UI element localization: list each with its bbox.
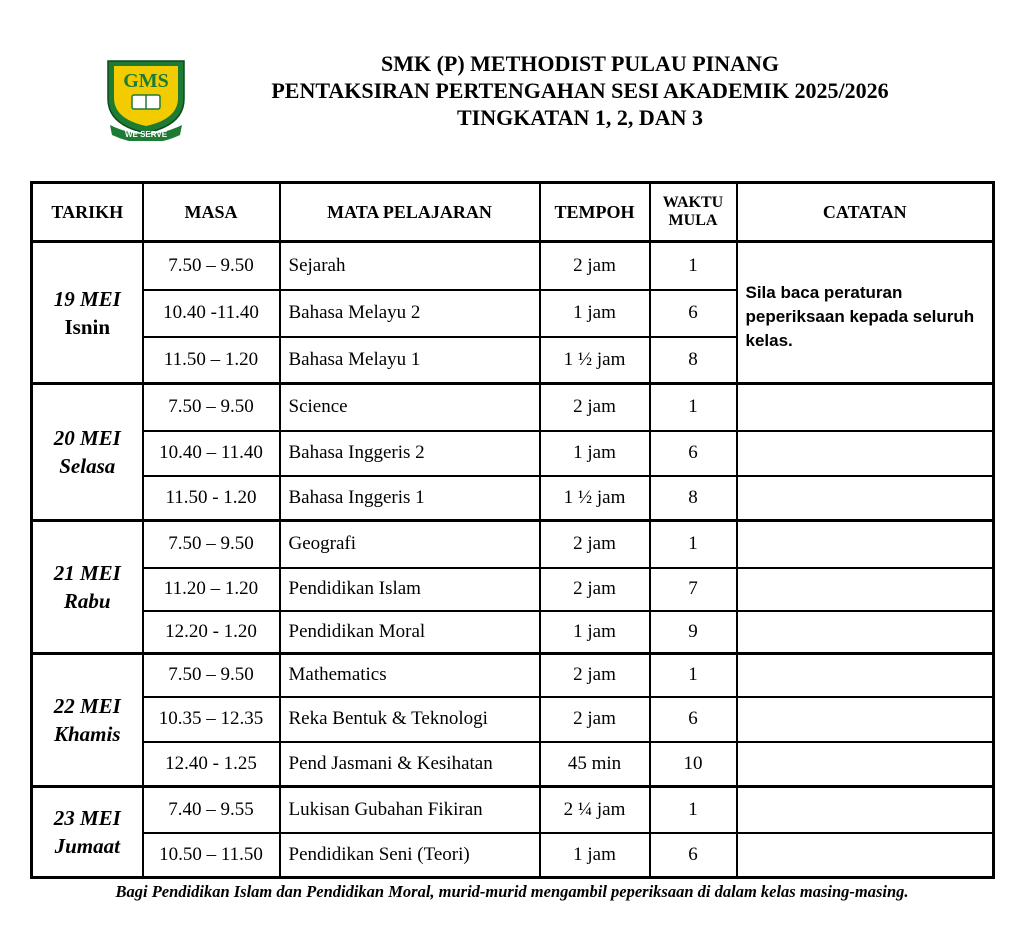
table-row [32, 611, 994, 654]
subject-cell: Bahasa Melayu 2 [280, 290, 540, 337]
time-cell: 10.40 -11.40 [143, 290, 280, 337]
table-header-row [32, 183, 994, 242]
start-period-cell: 6 [650, 833, 737, 878]
time-cell: 12.40 - 1.25 [143, 742, 280, 787]
grade-levels: TINGKATAN 1, 2, DAN 3 [456, 105, 704, 130]
subject-cell: Mathematics [280, 654, 540, 697]
date-cell [32, 787, 143, 878]
start-period-cell: 8 [650, 476, 737, 521]
header-waktu-mula-line1: WAKTU [662, 194, 724, 211]
time-cell: 7.50 – 9.50 [143, 242, 280, 290]
catatan-cell [737, 476, 994, 521]
header-tarikh: TARIKH [32, 183, 143, 242]
time-cell: 10.35 – 12.35 [143, 697, 280, 742]
exam-timetable [30, 181, 995, 879]
header-tempoh: TEMPOH [540, 183, 650, 242]
subject-cell: Pendidikan Islam [280, 568, 540, 611]
start-period-cell: 10 [650, 742, 737, 787]
header-catatan: CATATAN [737, 183, 994, 242]
footer-note: Bagi Pendidikan Islam dan Pendidikan Moral, murid-murid mengambil peperiksaan di dalam kelas masing-masing. [115, 882, 909, 901]
date-cell [32, 242, 143, 384]
start-period-cell: 7 [650, 568, 737, 611]
start-period-cell: 6 [650, 697, 737, 742]
duration-cell: 1 ½ jam [540, 476, 650, 521]
duration-cell: 1 jam [540, 431, 650, 476]
subject-cell: Bahasa Melayu 1 [280, 337, 540, 384]
time-cell: 11.50 – 1.20 [143, 337, 280, 384]
table-row [32, 476, 994, 521]
subject-cell: Geografi [280, 521, 540, 568]
day-label: Isnin [64, 314, 111, 339]
time-cell: 12.20 - 1.20 [143, 611, 280, 654]
subject-cell: Bahasa Inggeris 1 [280, 476, 540, 521]
school-crest-logo [104, 55, 188, 141]
time-cell: 11.50 - 1.20 [143, 476, 280, 521]
time-cell: 10.40 – 11.40 [143, 431, 280, 476]
exam-title: PENTAKSIRAN PERTENGAHAN SESI AKADEMIK 2025/2026 [271, 78, 889, 103]
start-period-cell: 1 [650, 521, 737, 568]
start-period-cell: 1 [650, 242, 737, 290]
time-cell: 7.50 – 9.50 [143, 384, 280, 431]
duration-cell: 2 jam [540, 568, 650, 611]
table-row [32, 521, 994, 568]
subject-cell: Lukisan Gubahan Fikiran [280, 787, 540, 833]
table-row [32, 787, 994, 833]
header-mata-pelajaran: MATA PELAJARAN [280, 183, 540, 242]
duration-cell: 2 jam [540, 654, 650, 697]
time-cell: 7.50 – 9.50 [143, 521, 280, 568]
day-label: Khamis [53, 722, 121, 746]
start-period-cell: 1 [650, 787, 737, 833]
header-masa: MASA [143, 183, 280, 242]
duration-cell: 1 jam [540, 833, 650, 878]
duration-cell: 2 jam [540, 384, 650, 431]
catatan-cell [737, 742, 994, 787]
catatan-cell [737, 431, 994, 476]
table-row [32, 697, 994, 742]
table-row [32, 384, 994, 431]
duration-cell: 2 jam [540, 242, 650, 290]
table-row [32, 742, 994, 787]
duration-cell: 1 jam [540, 611, 650, 654]
start-period-cell: 6 [650, 431, 737, 476]
start-period-cell: 9 [650, 611, 737, 654]
date-cell [32, 654, 143, 787]
day-label: Rabu [63, 589, 111, 613]
start-period-cell: 1 [650, 384, 737, 431]
time-cell: 7.40 – 9.55 [143, 787, 280, 833]
catatan-cell [737, 833, 994, 878]
school-name: SMK (P) METHODIST PULAU PINANG [380, 51, 780, 76]
header-waktu-mula-line2: MULA [668, 212, 718, 229]
table-row [32, 242, 994, 290]
duration-cell: 1 ½ jam [540, 337, 650, 384]
subject-cell: Pend Jasmani & Kesihatan [280, 742, 540, 787]
duration-cell: 2 jam [540, 697, 650, 742]
date-label: 22 MEI [53, 694, 121, 718]
crest-motto: WE SERVE [124, 130, 168, 139]
table-row [32, 568, 994, 611]
duration-cell: 45 min [540, 742, 650, 787]
duration-cell: 1 jam [540, 290, 650, 337]
start-period-cell: 1 [650, 654, 737, 697]
catatan-cell [737, 611, 994, 654]
duration-cell: 2 jam [540, 521, 650, 568]
start-period-cell: 8 [650, 337, 737, 384]
catatan-cell [737, 521, 994, 568]
date-label: 23 MEI [53, 806, 121, 830]
table-row [32, 654, 994, 697]
catatan-cell [737, 787, 994, 833]
time-cell: 11.20 – 1.20 [143, 568, 280, 611]
time-cell: 10.50 – 11.50 [143, 833, 280, 878]
date-label: 21 MEI [53, 561, 121, 585]
crest-letters: GMS [123, 70, 169, 92]
date-cell [32, 384, 143, 521]
subject-cell: Pendidikan Seni (Teori) [280, 833, 540, 878]
date-label: 20 MEI [53, 426, 121, 450]
document-header [210, 50, 950, 131]
subject-cell: Reka Bentuk & Teknologi [280, 697, 540, 742]
day-label: Jumaat [54, 834, 120, 858]
date-cell [32, 521, 143, 654]
catatan-cell [737, 384, 994, 431]
time-cell: 7.50 – 9.50 [143, 654, 280, 697]
day-label: Selasa [59, 454, 116, 478]
catatan-cell [737, 697, 994, 742]
catatan-note: Sila baca peraturan peperiksaan kepada seluruh kelas. [737, 242, 994, 384]
catatan-cell [737, 568, 994, 611]
subject-cell: Bahasa Inggeris 2 [280, 431, 540, 476]
subject-cell: Sejarah [280, 242, 540, 290]
catatan-cell [737, 654, 994, 697]
table-row [32, 833, 994, 878]
subject-cell: Science [280, 384, 540, 431]
header-waktu-mula [650, 183, 737, 242]
subject-cell: Pendidikan Moral [280, 611, 540, 654]
table-row [32, 431, 994, 476]
duration-cell: 2 ¼ jam [540, 787, 650, 833]
start-period-cell: 6 [650, 290, 737, 337]
date-label: 19 MEI [53, 286, 121, 311]
